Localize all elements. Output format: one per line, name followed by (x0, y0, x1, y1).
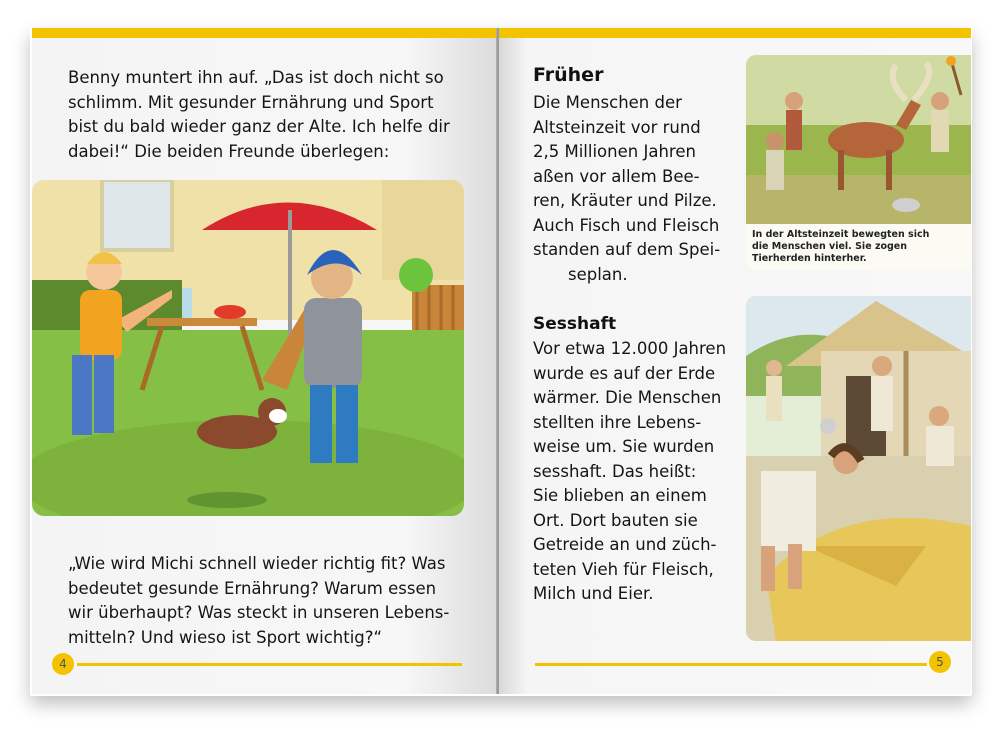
sesshaft-line: Getreide an und züch- (533, 535, 717, 554)
frueher-line: Auch Fisch und Fleisch (533, 215, 720, 235)
page-number-right: 5 (929, 651, 951, 673)
sesshaft-line: stellten ihre Lebens- (533, 412, 702, 432)
frueher-line: standen auf dem Spei- (533, 240, 721, 259)
sesshaft-paragraph (533, 337, 726, 607)
frueher-line: Altsteinzeit vor rund (533, 117, 701, 137)
intro-line: dabei!“ Die beiden Freunde überlegen: (68, 141, 390, 161)
intro-line: Benny muntert ihn auf. „Das ist doch nicht so (68, 68, 444, 87)
question-line: mitteln? Und wieso ist Sport wichtig?“ (68, 627, 383, 647)
intro-line: bist du bald wieder ganz der Alte. Ich helfe dir (68, 117, 450, 136)
left-page (32, 28, 497, 694)
caption-line: In der Altsteinzeit bewegten sich (752, 229, 930, 240)
footer-line-left (77, 663, 462, 666)
right-page (499, 28, 971, 694)
question-paragraph (68, 552, 449, 650)
frueher-line: aßen vor allem Bee- (533, 166, 700, 186)
section-heading-sesshaft: Sesshaft (533, 314, 617, 334)
frueher-line: 2,5 Millionen Jahren (533, 142, 696, 161)
page-number-left: 4 (52, 653, 74, 675)
frueher-line: seplan. (568, 264, 628, 284)
frueher-paragraph (533, 91, 720, 287)
question-line: bedeutet gesunde Ernährung? Warum essen (68, 578, 437, 598)
farming-illustration (746, 296, 971, 641)
question-line: wir überhaupt? Was steckt in unseren Lebens- (68, 603, 450, 622)
sesshaft-line: wärmer. Die Menschen (533, 388, 722, 407)
garden-scene (32, 180, 464, 516)
intro-paragraph (68, 66, 450, 164)
top-accent-bar (499, 28, 971, 38)
sesshaft-line: Sie blieben an einem (533, 486, 707, 505)
top-accent-bar (32, 28, 497, 38)
frueher-line: ren, Kräuter und Pilze. (533, 191, 717, 210)
intro-line: schlimm. Mit gesunder Ernährung und Sport (68, 92, 434, 112)
farming-scene (746, 296, 971, 641)
stone-age-illustration (746, 55, 971, 270)
garden-illustration (32, 180, 464, 516)
sesshaft-line: Ort. Dort bauten sie (533, 510, 698, 530)
stone-age-caption (746, 224, 971, 270)
caption-line: Tierherden hinterher. (752, 253, 867, 264)
sesshaft-line: sesshaft. Das heißt: (533, 461, 697, 481)
footer-line-right (535, 663, 927, 666)
sesshaft-line: teten Vieh für Fleisch, (533, 559, 714, 579)
frueher-line: Die Menschen der (533, 93, 682, 112)
stone-age-scene (746, 55, 971, 225)
section-heading-frueher: Früher (533, 64, 604, 86)
sesshaft-line: Milch und Eier. (533, 584, 654, 603)
question-line: „Wie wird Michi schnell wieder richtig fit? Was (68, 554, 446, 573)
sesshaft-line: weise um. Sie wurden (533, 437, 715, 456)
sesshaft-line: wurde es auf der Erde (533, 363, 716, 383)
caption-line: die Menschen viel. Sie zogen (752, 241, 908, 252)
sesshaft-line: Vor etwa 12.000 Jahren (533, 339, 727, 358)
